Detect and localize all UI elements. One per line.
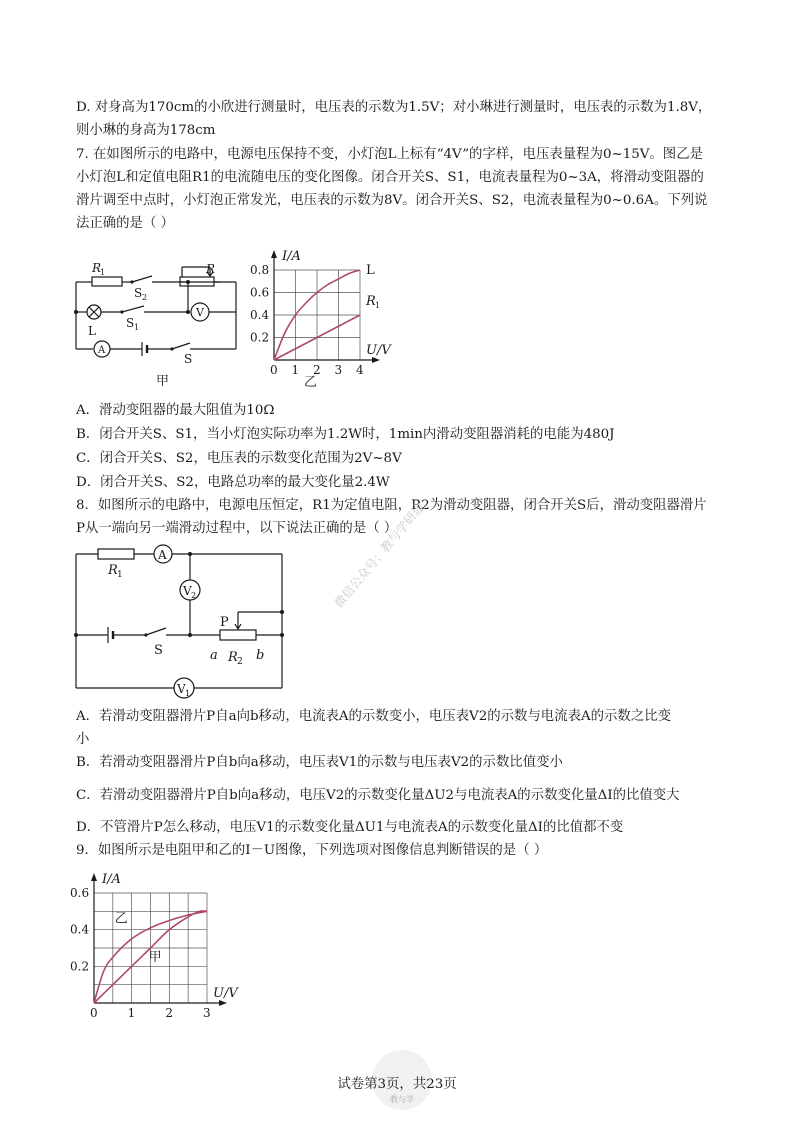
- q7-s1-switch-blade: [122, 306, 144, 312]
- q7-r1-resistor: [92, 277, 122, 286]
- series-label-jia: 甲: [148, 949, 162, 965]
- y-tick-label: 0.6: [250, 285, 270, 300]
- x-tick-label: 1: [291, 363, 300, 377]
- x-tick-label: 3: [203, 1006, 211, 1020]
- series-label-yi: 乙: [114, 911, 128, 927]
- q8-stem-line1: 8．如图所示的电路中，电源电压恒定，R1为定值电阻，R2为滑动变阻器，闭合开关S后，滑动变阻器滑片: [76, 498, 707, 513]
- x-tick-label: 2: [165, 1006, 173, 1020]
- y-axis-label: I/A: [282, 249, 301, 264]
- q7-s-switch-blade: [172, 343, 190, 349]
- q8-v1-letter: V: [177, 682, 186, 696]
- q7-option-a: A．滑动变阻器的最大阻值为10Ω: [76, 403, 275, 418]
- x-tick-label: 0: [90, 1006, 98, 1020]
- q8-circuit-diagram: [70, 538, 290, 703]
- q8-rheostat: [220, 630, 256, 640]
- q8-option-a-line2: 小: [76, 732, 90, 747]
- q7-label-r1-sub: 1: [100, 268, 106, 277]
- q7-label-r: R: [206, 262, 216, 276]
- q8-label-r1-sub: 1: [117, 570, 123, 580]
- q6-option-d-line2: 则小琳的身高为178cm: [76, 123, 216, 138]
- x-axis-label: U/V: [213, 986, 238, 1001]
- q7-label-s1-sub: 1: [134, 323, 140, 332]
- q8-r1-resistor: [98, 549, 134, 559]
- q8-option-a-line1: A．若滑动变阻器滑片P自a向b移动，电流表A的示数变小，电压表V2的示数与电流表A的示数之比变: [76, 709, 671, 724]
- q7-ammeter-letter: A: [98, 345, 106, 356]
- q7-circuit-diagram: [70, 255, 240, 390]
- x-tick-label: 1: [127, 1006, 136, 1020]
- q7-stem-line3: 滑片调至中点时，小灯泡正常发光，电压表的示数为8V。闭合开关S、S2，电流表量程为0~0.6A。下列说: [76, 193, 708, 208]
- series-label-r1: R: [366, 294, 376, 309]
- y-axis-arrow: [271, 250, 277, 258]
- q7-option-b: B．闭合开关S、S1，当小灯泡实际功率为1.2W时，1min内滑动变阻器消耗的电能为480J: [76, 427, 615, 442]
- q8-s-switch-blade: [146, 628, 166, 635]
- y-axis-arrow: [91, 873, 97, 881]
- q7-iu-chart: [252, 240, 412, 390]
- q8-label-s: S: [154, 643, 163, 658]
- q8-v1-sub: 1: [185, 689, 191, 698]
- x-tick-label: 0: [270, 363, 278, 377]
- watermark-text: 微信公众号：教与学研途: [331, 500, 428, 611]
- page-footer: 试卷第3页，共23页: [337, 1077, 457, 1092]
- series-label-r1-sub: 1: [375, 301, 381, 310]
- y-tick-label: 0.8: [250, 263, 270, 277]
- q7-label-s2-sub: 2: [142, 293, 148, 302]
- y-tick-label: 0.4: [70, 922, 90, 937]
- y-tick-label: 0.2: [250, 330, 270, 345]
- q7-option-d: D．闭合开关S、S2，电路总功率的最大变化量2.4W: [76, 475, 390, 490]
- y-tick-label: 0.4: [250, 308, 270, 322]
- q8-label-r2: R: [228, 650, 238, 665]
- x-tick-label: 2: [313, 363, 321, 377]
- q8-option-c: C．若滑动变阻器滑片P自b向a移动，电压V2的示数变化量ΔU2与电流表A的示数变化量ΔI的比值变大: [76, 788, 680, 803]
- q7-option-c: C．闭合开关S、S2，电压表的示数变化范围为2V~8V: [76, 451, 402, 466]
- q7-stem-line1: 7. 在如图所示的电路中，电源电压保持不变，小灯泡L上标有“4V”的字样，电压表量程为0~15V。图乙是: [76, 147, 703, 162]
- q7-label-lamp: L: [88, 324, 96, 338]
- q6-option-d-line1: D. 对身高为170cm的小欣进行测量时，电压表的示数为1.5V；对小琳进行测量时，电压表的示数为1.8V，: [76, 100, 712, 115]
- q7-s2-switch-blade: [132, 276, 152, 282]
- q8-v2-sub: 2: [191, 591, 197, 600]
- q7-label-s1: S: [126, 316, 135, 330]
- y-tick-label: 0.2: [70, 959, 90, 974]
- q9-iu-chart: [66, 860, 246, 1025]
- footer-logo-text: 教与学: [390, 1095, 414, 1104]
- q8-option-b: B．若滑动变阻器滑片P自b向a移动，电压表V1的示数与电压表V2的示数比值变小: [76, 755, 563, 770]
- q8-stem-line2: P从一端向另一端滑动过程中，以下说法正确的是（ ）: [76, 521, 398, 536]
- q8-label-a-end: a: [210, 648, 218, 663]
- q8-option-d: D．不管滑片P怎么移动，电压V1的示数变化量ΔU1与电流表A的示数变化量ΔI的比值都不变: [76, 820, 624, 835]
- x-tick-label: 4: [356, 363, 364, 377]
- q8-label-r2-sub: 2: [237, 657, 243, 667]
- q7-caption-jia: 甲: [156, 374, 170, 389]
- q7-label-s2: S: [134, 286, 143, 300]
- x-axis-label: U/V: [366, 343, 391, 358]
- series-label-lamp: L: [366, 263, 375, 278]
- q7-voltmeter-letter: V: [196, 306, 204, 319]
- q7-stem-line2: 小灯泡L和定值电阻R1的电流随电压的变化图像。闭合开关S、S1，电流表量程为0~3A，将滑动变阻器的: [76, 170, 704, 185]
- q7-stem-line4: 法正确的是（ ）: [76, 216, 174, 231]
- q8-label-b-end: b: [256, 648, 265, 663]
- y-axis-label: I/A: [102, 872, 121, 887]
- chart-caption-yi: 乙: [304, 375, 318, 390]
- q8-label-p: P: [220, 615, 229, 630]
- q7-label-s: S: [184, 352, 193, 366]
- q9-stem: 9．如图所示是电阻甲和乙的I－U图像，下列选项对图像信息判断错误的是（ ）: [76, 843, 548, 858]
- q8-ammeter-letter: A: [158, 548, 167, 562]
- q7-label-r1: R: [92, 261, 102, 275]
- y-tick-label: 0.6: [70, 886, 90, 900]
- q8-label-r1: R: [108, 563, 118, 578]
- q8-v2-letter: V: [183, 584, 192, 598]
- x-tick-label: 3: [334, 363, 343, 377]
